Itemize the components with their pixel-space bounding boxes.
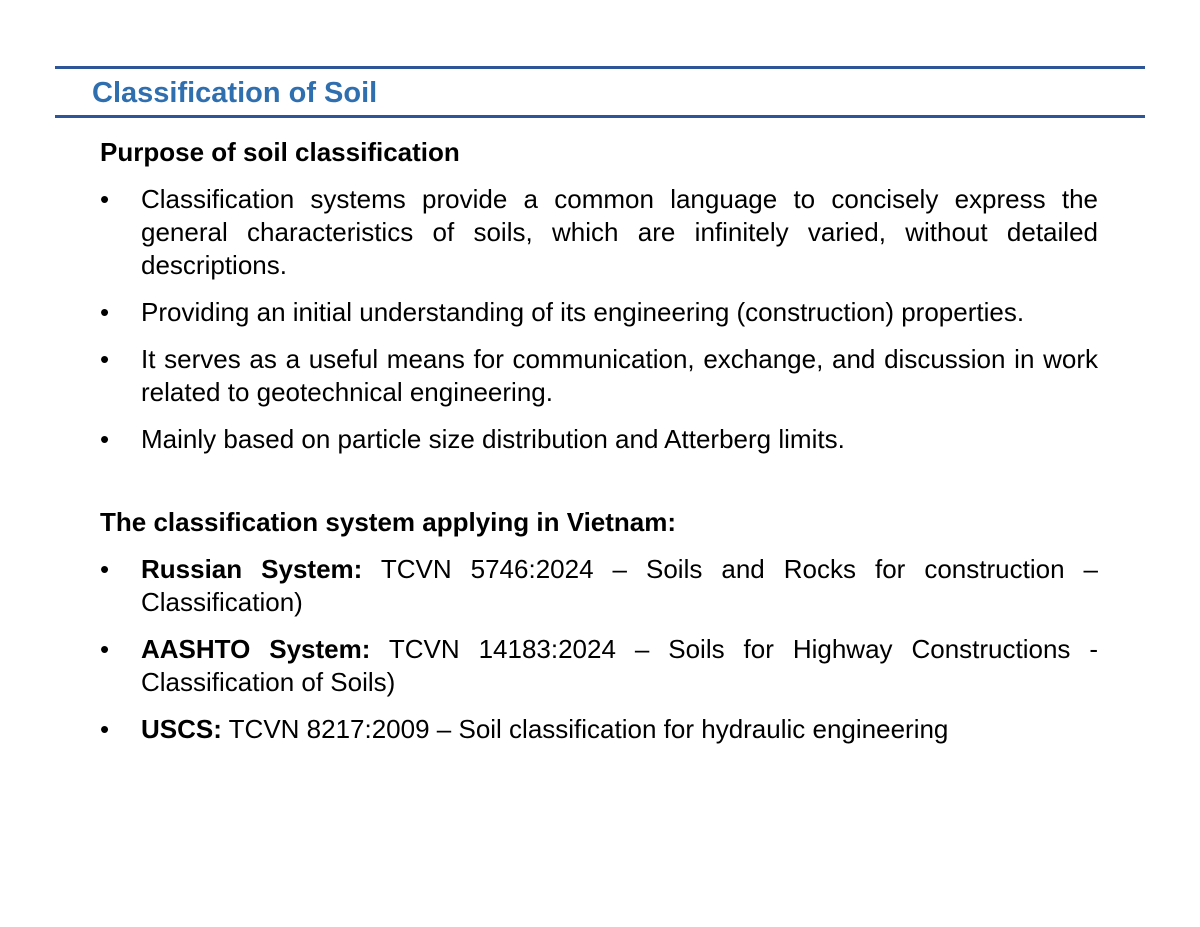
- section-spacer: [100, 456, 1098, 506]
- list-item: [100, 296, 1098, 329]
- system-description: TCVN 14183:2024 – Soils for Highway Constructions - Classification of Soils): [141, 634, 1098, 697]
- system-name: USCS:: [141, 714, 222, 744]
- bullet-icon: •: [100, 634, 110, 664]
- system-name: AASHTO System:: [141, 634, 371, 664]
- bullet-text: Mainly based on particle size distribution and Atterberg limits.: [141, 424, 845, 454]
- system-description: TCVN 8217:2009 – Soil classification for hydraulic engineering: [221, 714, 949, 744]
- bullet-icon: •: [100, 344, 110, 374]
- bullet-text: Classification systems provide a common language to concisely express the general characteristics of soils, which are infinitely varied, without detailed descriptions.: [141, 184, 1098, 280]
- list-item: [100, 553, 1098, 619]
- bullet-icon: •: [100, 184, 110, 214]
- purpose-heading: Purpose of soil classification: [100, 137, 460, 167]
- list-item: [100, 713, 1098, 746]
- bullet-icon: •: [100, 297, 110, 327]
- list-item: [100, 183, 1098, 282]
- slide-content: [100, 136, 1098, 746]
- vietnam-systems-list: [100, 553, 1098, 746]
- bullet-text: It serves as a useful means for communication, exchange, and discussion in work related to geotechnical engineering.: [141, 344, 1098, 407]
- list-item: [100, 343, 1098, 409]
- list-item: [100, 423, 1098, 456]
- bullet-icon: •: [100, 424, 110, 454]
- title-bottom-rule: [55, 115, 1145, 118]
- vietnam-heading: The classification system applying in Vietnam:: [100, 507, 677, 537]
- purpose-list: [100, 183, 1098, 456]
- title-top-rule: [55, 66, 1145, 69]
- bullet-icon: •: [100, 554, 110, 584]
- system-description: TCVN 5746:2024 – Soils and Rocks for construction – Classification): [141, 554, 1098, 617]
- slide-title: Classification of Soil: [92, 77, 378, 109]
- list-item: [100, 633, 1098, 699]
- bullet-icon: •: [100, 714, 110, 744]
- system-name: Russian System:: [141, 554, 363, 584]
- bullet-text: Providing an initial understanding of its engineering (construction) properties.: [141, 297, 1025, 327]
